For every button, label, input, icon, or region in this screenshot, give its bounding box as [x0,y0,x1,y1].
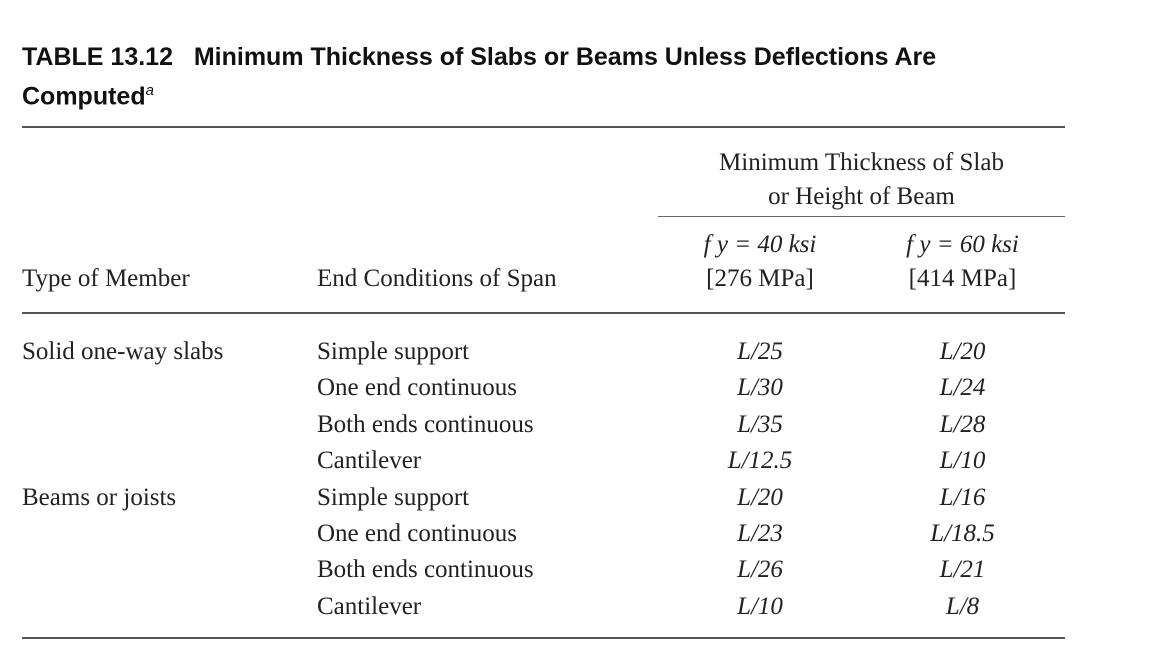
cell-end-condition: Both ends continuous [317,410,534,438]
spanner-header [658,146,1065,214]
cell-type-of-member: Solid one-way slabs [22,338,224,365]
cell-fy40: L/10 [737,592,783,620]
cell-fy60: L/24 [939,374,986,402]
header-fy60-line1: f y = 60 ksi [906,231,1019,258]
spanner-line-2: or Height of Beam [768,183,955,210]
spanner-line-1: Minimum Thickness of Slab [719,149,1004,176]
cell-end-condition: Simple support [317,483,470,511]
cell-end-condition: Cantilever [317,447,422,475]
cell-type-of-member: Beams or joists [22,483,177,511]
cell-fy60: L/21 [939,556,986,584]
bottom-rule [22,637,1065,639]
header-fy60 [860,230,1065,260]
cell-end-condition: Simple support [317,338,470,365]
header-end-conditions: End Conditions of Span [317,265,557,292]
header-fy40-mpa: [276 MPa] [706,265,814,292]
cell-fy60: L/10 [939,447,986,475]
cell-fy40: L/35 [737,410,783,438]
cell-fy60: L/18.5 [930,520,995,547]
cell-end-condition: One end continuous [317,520,517,547]
cell-fy60: L/28 [939,410,986,438]
header-type-of-member: Type of Member [22,265,190,292]
footnote-mark: a [145,82,154,99]
cell-fy60: L/8 [945,592,980,620]
cell-fy60: L/16 [939,483,986,511]
table-caption [22,40,1062,113]
cell-fy40: L/20 [737,483,783,511]
header-fy60-mpa: [414 MPa] [908,265,1017,292]
table-title: Minimum Thickness of Slabs or Beams Unless Deflections Are Computed [22,43,937,111]
cell-end-condition: One end continuous [317,374,517,402]
header-rule [22,312,1065,314]
cell-end-condition: Both ends continuous [317,556,534,584]
cell-end-condition: Cantilever [317,592,422,620]
cell-fy40: L/23 [737,520,783,547]
cell-fy60: L/20 [939,338,986,365]
cell-fy40: L/26 [737,556,783,584]
cell-fy40: L/30 [737,374,783,402]
spanner-rule [658,216,1065,217]
cell-fy40: L/12.5 [727,447,793,475]
table-label: TABLE 13.12 [22,43,173,71]
top-rule [22,126,1065,128]
header-fy40-line1: f y = 40 ksi [703,231,817,258]
header-fy40 [640,230,880,260]
cell-fy40: L/25 [737,338,783,365]
